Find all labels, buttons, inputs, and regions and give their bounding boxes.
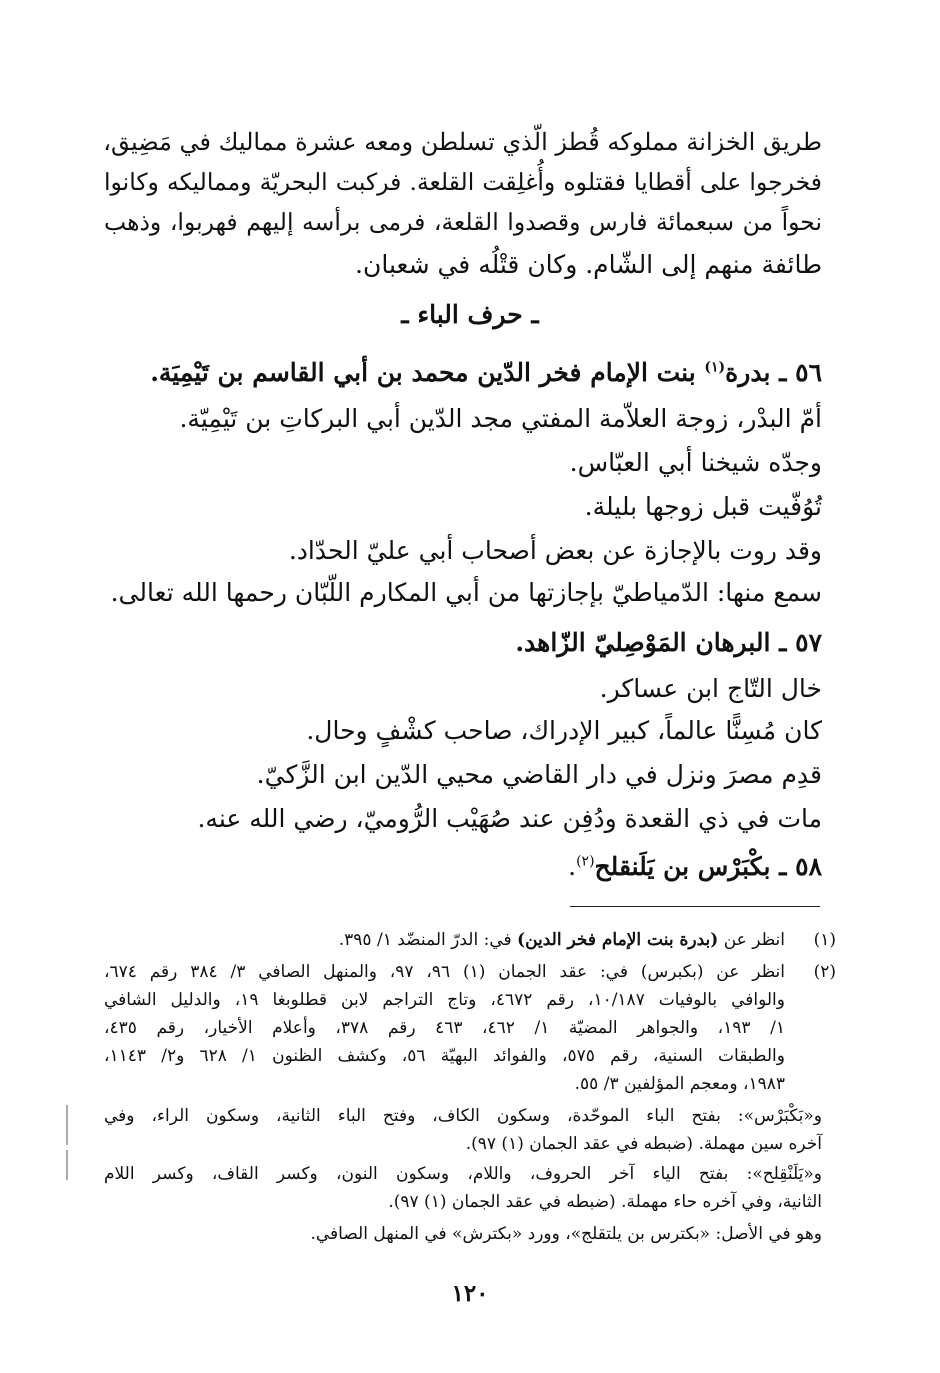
- section-heading: ـ حرف الباء ـ: [401, 300, 539, 329]
- footnote-line: الثانية، وفي آخره حاء مهملة. (ضبطه في عقد الجمان (١) ٩٧).: [388, 1192, 822, 1212]
- entry-line: خال التّاج ابن عساكر.: [599, 674, 822, 703]
- footnote-text: في: الدرّ المنضّد ١/ ٣٩٥.: [338, 930, 518, 950]
- footnote-number: (٢): [813, 962, 836, 982]
- footnote-divider: [570, 906, 820, 907]
- footnote-marker: (١): [704, 359, 726, 376]
- footnote-number: (١): [813, 930, 836, 950]
- paragraph-line: طريق الخزانة مملوكه قُطز الّذي تسلطن ومعه عشرة مماليك في مَضِيق،: [103, 128, 822, 156]
- footnote-line: والطبقات السنية، رقم ٥٧٥، والفوائد البهيّة ٥٦، وكشف الظنون ١/ ٦٢٨ و٢/ ١١٤٣،: [104, 1046, 785, 1066]
- entry-title-part: بنت الإمام فخر الدّين محمد بن أبي القاسم بن تَيْمِيَة.: [150, 358, 705, 387]
- footnote-line: و«يَلَنْقِلح»: بفتح الياء آخر الحروف، واللام، وسكون النون، وكسر القاف، وكسر اللام: [104, 1164, 822, 1184]
- footnote-marker: (٢): [576, 853, 595, 870]
- entry-line: وجدّه شيخنا أبي العبّاس.: [569, 448, 822, 477]
- footnote-line: و«بَكْبَرْس»: بفتح الباء الموحّدة، وسكون الكاف، وفتح الباء الثانية، وسكون الراء، وفي: [104, 1106, 822, 1126]
- entry-title-56: [150, 358, 822, 388]
- paragraph-line: طائفة منهم إلى الشّام. وكان قتْلُه في شعبان.: [355, 250, 822, 279]
- entry-line: تُوُفّيت قبل زوجها بليلة.: [584, 492, 822, 521]
- entry-title-58: [568, 852, 822, 882]
- page-number: ١٢٠: [451, 1280, 489, 1307]
- footnote-line: وهو في الأصل: «بكترس بن يلتقلج»، وورد «بكترش» في المنهل الصافي.: [310, 1224, 822, 1244]
- footnote-line: ١/ ١٩٣، والجواهر المضيّة ١/ ٤٦٢، ٤٦٣ رقم ٣٧٨، وأعلام الأخيار، رقم ٤٣٥،: [104, 1018, 785, 1038]
- entry-line: مات في ذي القعدة ودُفِن عند صُهَيْب الرُّوميّ، رضي الله عنه.: [197, 804, 822, 833]
- footnote-text: انظر عن: [718, 930, 785, 950]
- entry-line: وقد روت بالإجازة عن بعض أصحاب أبي عليّ الحدّاد.: [288, 536, 822, 565]
- paragraph-line: فخرجوا على أقطايا فقتلوه وأُغلِقت القلعة. فركبت البحريّة ومماليكه وكانوا: [104, 168, 822, 196]
- footnote-1: [339, 930, 785, 950]
- entry-line: سمع منها: الدّمياطيّ بإجازتها من أبي المكارم اللّبّان رحمها الله تعالى.: [110, 578, 822, 607]
- scan-mark: [66, 1105, 68, 1145]
- entry-title-part: ٥٦ ـ بدرة: [725, 358, 822, 387]
- entry-line: قدِم مصرَ ونزل في دار القاضي محيي الدّين ابن الزَّكيّ.: [256, 760, 822, 789]
- entry-line: كان مُسِنًّا عالماً، كبير الإدراك، صاحب كشْفٍ وحال.: [306, 716, 822, 745]
- entry-title-part: .: [568, 852, 577, 881]
- footnote-line: انظر عن (بكبرس) في: عقد الجمان (١) ٩٦، ٩٧، والمنهل الصافي ٣/ ٣٨٤ رقم ٦٧٤،: [104, 962, 786, 982]
- scan-mark: [66, 1150, 68, 1180]
- footnote-bold-text: (بدرة بنت الإمام فخر الدين): [517, 930, 719, 950]
- entry-title-57: ٥٧ ـ البرهان المَوْصِليّ الزّاهد.: [515, 628, 822, 657]
- entry-line: أمّ البدْر، زوجة العلاّمة المفتي مجد الدّين أبي البركاتِ بن تَيْمِيّة.: [179, 404, 822, 433]
- entry-title-part: ٥٨ ـ بكْبَرْس بن يَلَنقلح: [594, 852, 822, 881]
- footnote-line: ١٩٨٣، ومعجم المؤلفين ٣/ ٥٥.: [574, 1074, 785, 1094]
- footnote-line: والوافي بالوفيات ١٠/١٨٧، رقم ٤٦٧٢، وتاج التراجم لابن قطلوبغا ١٩، والدليل الشافي: [104, 990, 785, 1010]
- paragraph-line: نحواً من سبعمائة فارس وقصدوا القلعة، فرمى برأسه إليهم فهربوا، وذهب: [104, 208, 822, 236]
- footnote-line: آخره سين مهملة. (ضبطه في عقد الجمان (١) ٩٧).: [465, 1134, 822, 1154]
